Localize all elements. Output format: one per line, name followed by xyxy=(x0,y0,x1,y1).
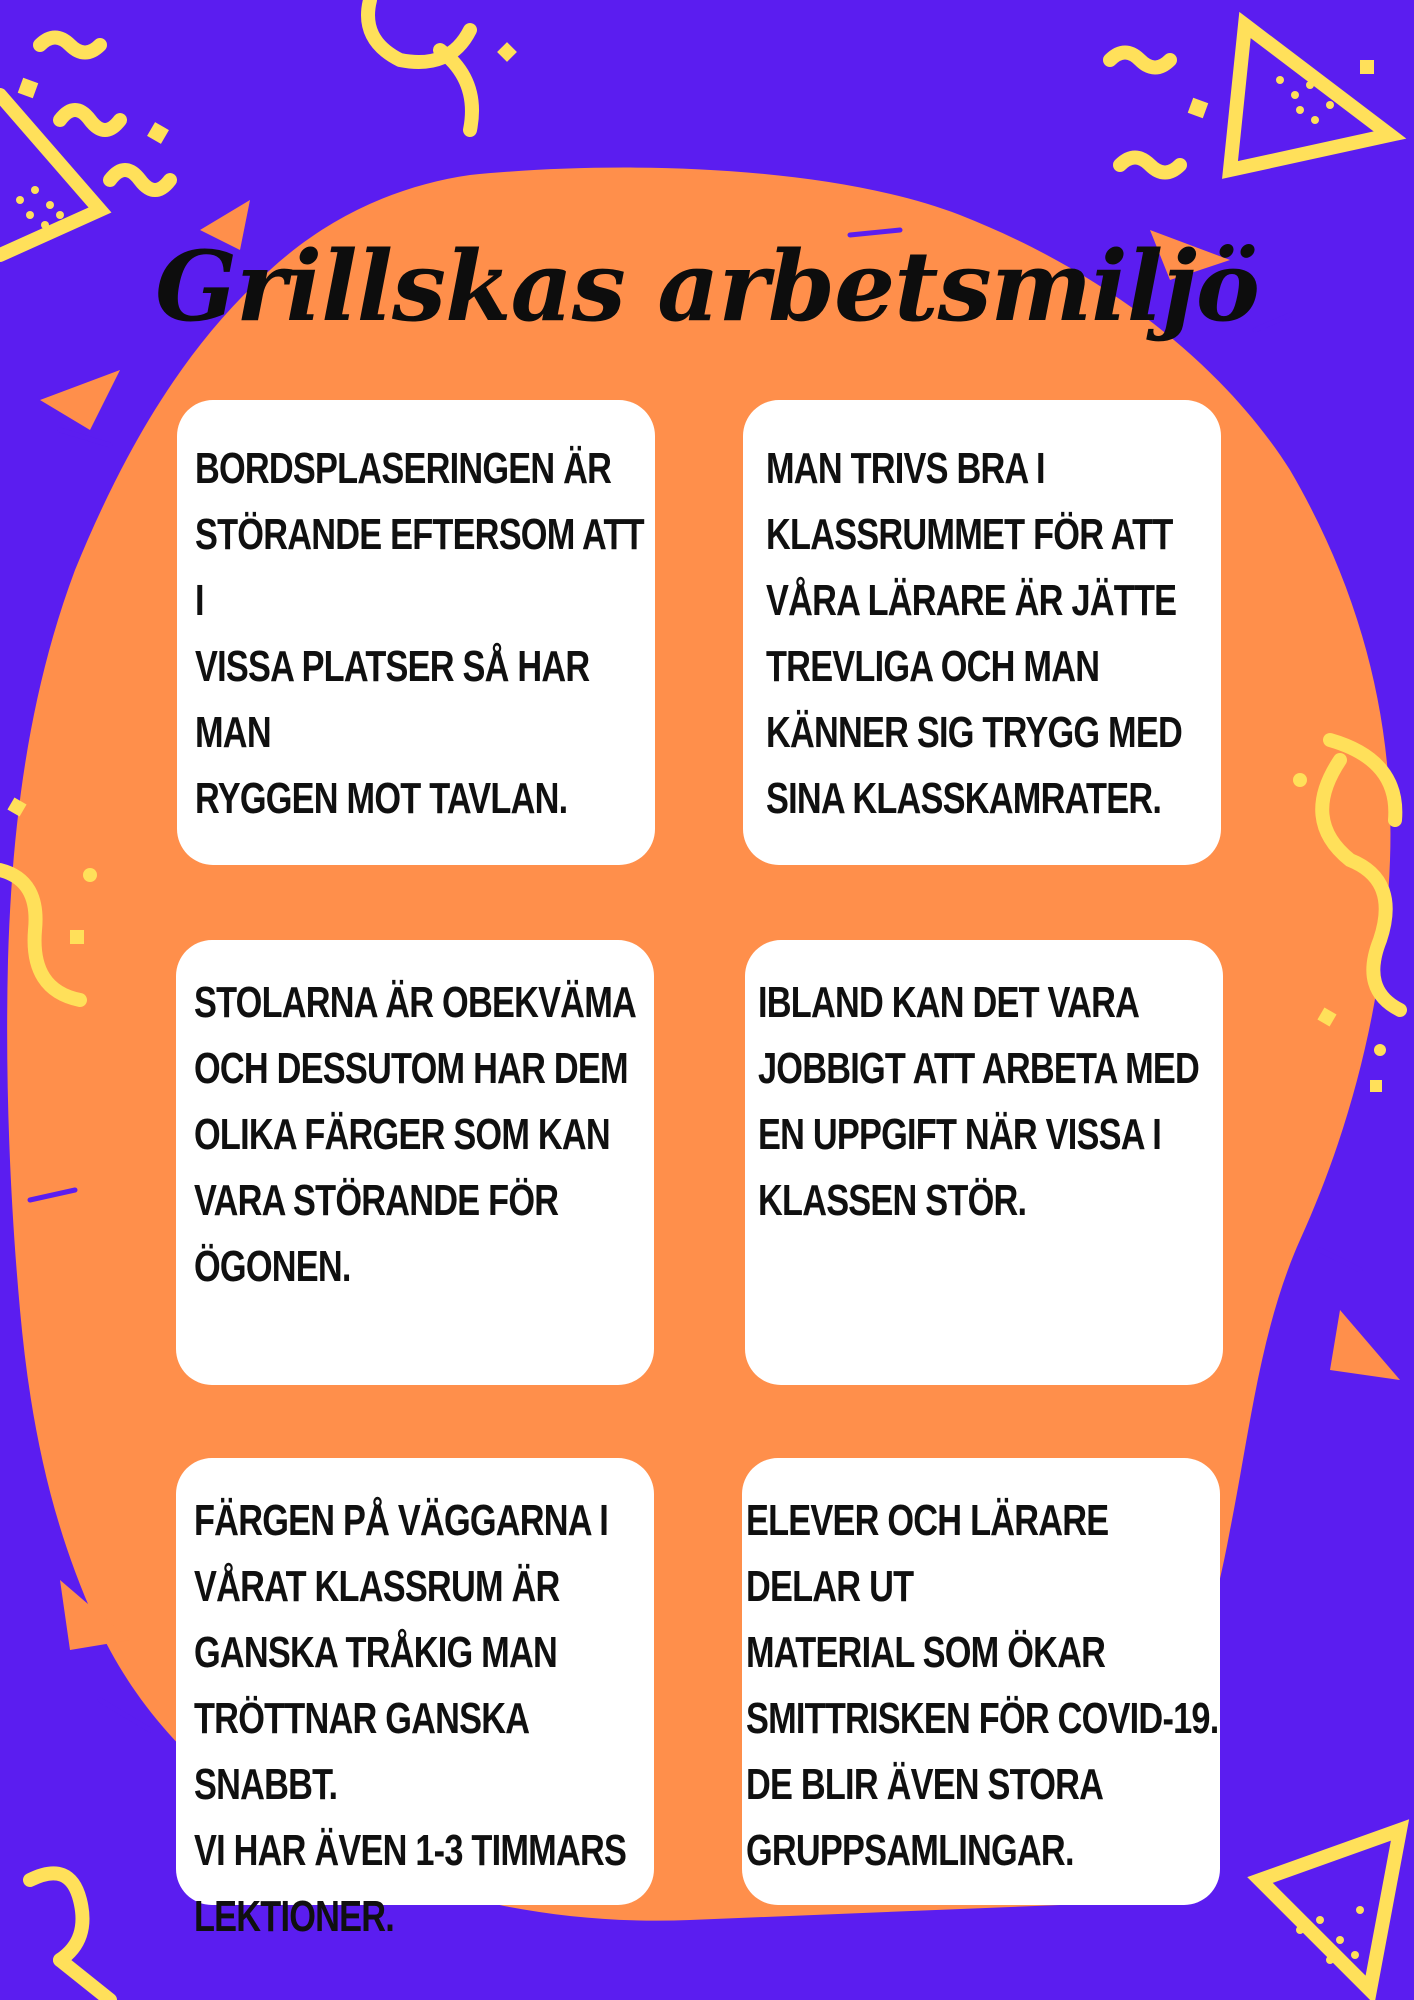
page-title: Grillskas arbetsmiljö xyxy=(155,230,1259,343)
card-text: ELEVER OCH LÄRARE DELAR UT MATERIAL SOM ÖKAR SMITTRISKEN FÖR COVID-19. DE BLIR ÄVEN STORA GRUPPSAMLINGAR. xyxy=(746,1496,1219,1875)
card-trivsel xyxy=(743,400,1221,865)
card-vaggfarg xyxy=(176,1458,654,1941)
card-text: IBLAND KAN DET VARA JOBBIGT ATT ARBETA MED EN UPPGIFT NÄR VISSA I KLASSEN STÖR. xyxy=(758,978,1200,1225)
card-text: MAN TRIVS BRA I KLASSRUMMET FÖR ATT VÅRA LÄRARE ÄR JÄTTE TREVLIGA OCH MAN KÄNNER SIG TRYGG MED SINA KLASSKAMRATER. xyxy=(766,444,1182,823)
card-text: FÄRGEN PÅ VÄGGARNA I VÅRAT KLASSRUM ÄR GANSKA TRÅKIG MAN TRÖTTNAR GANSKA SNABBT. VI HAR ÄVEN 1-3 TIMMARS LEKTIONER. xyxy=(194,1496,627,1941)
card-text: STOLARNA ÄR OBEKVÄMA OCH DESSUTOM HAR DEM OLIKA FÄRGER SOM KAN VARA STÖRANDE FÖR ÖGONEN. xyxy=(194,978,637,1291)
card-smittrisk xyxy=(742,1458,1220,1905)
card-stolar xyxy=(176,940,654,1385)
card-bordsplacering xyxy=(177,400,655,865)
card-storningar xyxy=(745,940,1223,1385)
card-text: BORDSPLASERINGEN ÄR STÖRANDE EFTERSOM ATT I VISSA PLATSER SÅ HAR MAN RYGGEN MOT TAVLAN. xyxy=(195,444,644,823)
